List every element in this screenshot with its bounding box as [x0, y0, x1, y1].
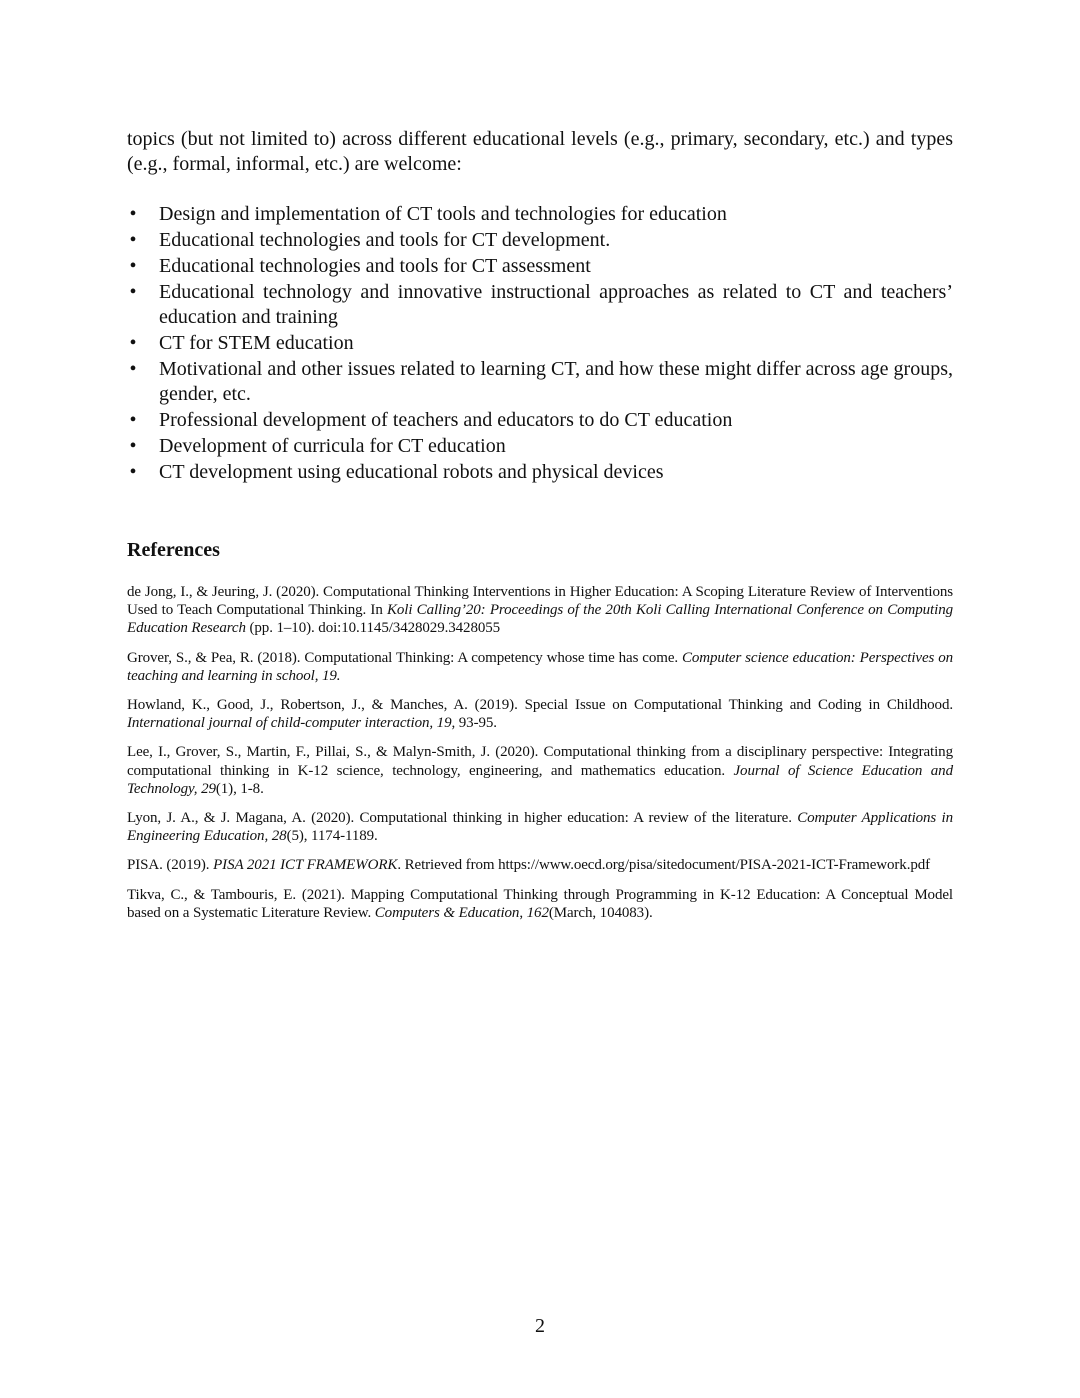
reference-details: , 93-95. — [451, 715, 497, 732]
document-page — [127, 127, 953, 933]
reference-source: Koli Calling’20: Proceedings of the 20th Koli Calling International Conference on Computing Education Research — [127, 602, 953, 637]
reference-source: International journal of child-computer interaction, 19 — [127, 715, 452, 732]
reference-text: Howland, K., Good, J., Robertson, J., & Manches, A. (2019). Special Issue on Computational Thinking and Coding in Childhood. — [127, 697, 953, 714]
reference-entry — [127, 649, 953, 685]
topic-text: Educational technologies and tools for CT development. — [159, 229, 611, 251]
reference-entry — [127, 856, 953, 874]
reference-source: Computers & Education — [374, 904, 520, 921]
bullet-icon: • — [129, 203, 137, 225]
reference-text: Lee, I., Grover, S., Martin, F., Pillai, S., & Malyn-Smith, J. (2020). Computational thinking from a disciplinary perspective: Integrating computational thinking in K-12 science, technology, engineering, and mathematics education. — [127, 744, 953, 779]
topic-item — [127, 434, 953, 459]
reference-details: (1), 1-8. — [215, 780, 264, 797]
reference-text: Lyon, J. A., & J. Magana, A. (2020). Computational thinking in higher education: A review of the literature. — [127, 810, 798, 827]
reference-entry — [127, 886, 953, 922]
topic-text: CT for STEM education — [159, 332, 354, 354]
reference-details: , — [519, 904, 527, 921]
reference-entry — [127, 696, 953, 732]
topic-text: Educational technology and innovative instructional approaches as related to CT and teachers’ education and training — [159, 281, 953, 328]
topics-list — [127, 202, 953, 485]
reference-text: PISA. (2019). — [127, 857, 214, 874]
reference-source: PISA 2021 ICT FRAMEWORK — [213, 857, 398, 874]
reference-source: Computer science education: Perspectives on teaching and learning in school, 19. — [127, 649, 954, 684]
reference-source: Journal of Science Education and Technology, 29 — [127, 762, 953, 797]
topic-item — [127, 357, 953, 407]
reference-entry — [127, 583, 953, 638]
bullet-icon: • — [129, 281, 137, 303]
reference-text: de Jong, I., & Jeuring, J. (2020). Computational Thinking Interventions in Higher Education: A Scoping Literature Review of Interventions Used to Teach Computational Thinking. In — [127, 584, 953, 619]
bullet-icon: • — [129, 332, 137, 354]
reference-text: Grover, S., & Pea, R. (2018). Computational Thinking: A competency whose time has come. — [127, 649, 682, 666]
bullet-icon: • — [129, 435, 137, 457]
reference-details: (pp. 1–10). doi:10.1145/3428029.3428055 — [245, 620, 501, 637]
topic-item — [127, 254, 953, 279]
reference-text: Tikva, C., & Tambouris, E. (2021). Mapping Computational Thinking through Programming in K-12 Education: A Conceptual Model based on a Systematic Literature Review. — [127, 886, 953, 921]
reference-entry — [127, 743, 953, 798]
topic-item — [127, 408, 953, 433]
references-list — [127, 583, 953, 922]
topic-text: Development of curricula for CT education — [159, 435, 506, 457]
reference-details: . Retrieved from https://www.oecd.org/pisa/sitedocument/PISA-2021-ICT-Framework.pdf — [397, 857, 931, 874]
topic-text: Design and implementation of CT tools and technologies for education — [159, 203, 727, 225]
topic-text: CT development using educational robots and physical devices — [159, 461, 664, 483]
bullet-icon: • — [129, 358, 137, 380]
topic-item — [127, 331, 953, 356]
topic-item — [127, 460, 953, 485]
references-heading: References — [127, 539, 220, 561]
reference-source: Computer Applications in Engineering Education, 28 — [127, 810, 954, 845]
reference-entry — [127, 809, 953, 845]
topic-item — [127, 228, 953, 253]
intro-paragraph: topics (but not limited to) across different educational levels (e.g., primary, secondary, etc.) and types (e.g., formal, informal, etc.) are welcome: — [127, 128, 953, 175]
topic-text: Professional development of teachers and educators to do CT education — [159, 409, 733, 431]
topic-item — [127, 202, 953, 227]
bullet-icon: • — [129, 229, 137, 251]
bullet-icon: • — [129, 409, 137, 431]
bullet-icon: • — [129, 461, 137, 483]
topic-text: Motivational and other issues related to learning CT, and how these might differ across age groups, gender, etc. — [159, 358, 953, 405]
topic-item — [127, 280, 953, 330]
reference-volume: 162 — [526, 904, 549, 921]
reference-pages: (March, 104083). — [548, 904, 653, 921]
page-number: 2 — [535, 1315, 545, 1337]
bullet-icon: • — [129, 255, 137, 277]
topic-text: Educational technologies and tools for CT assessment — [159, 255, 591, 277]
reference-details: (5), 1174-1189. — [286, 828, 378, 845]
